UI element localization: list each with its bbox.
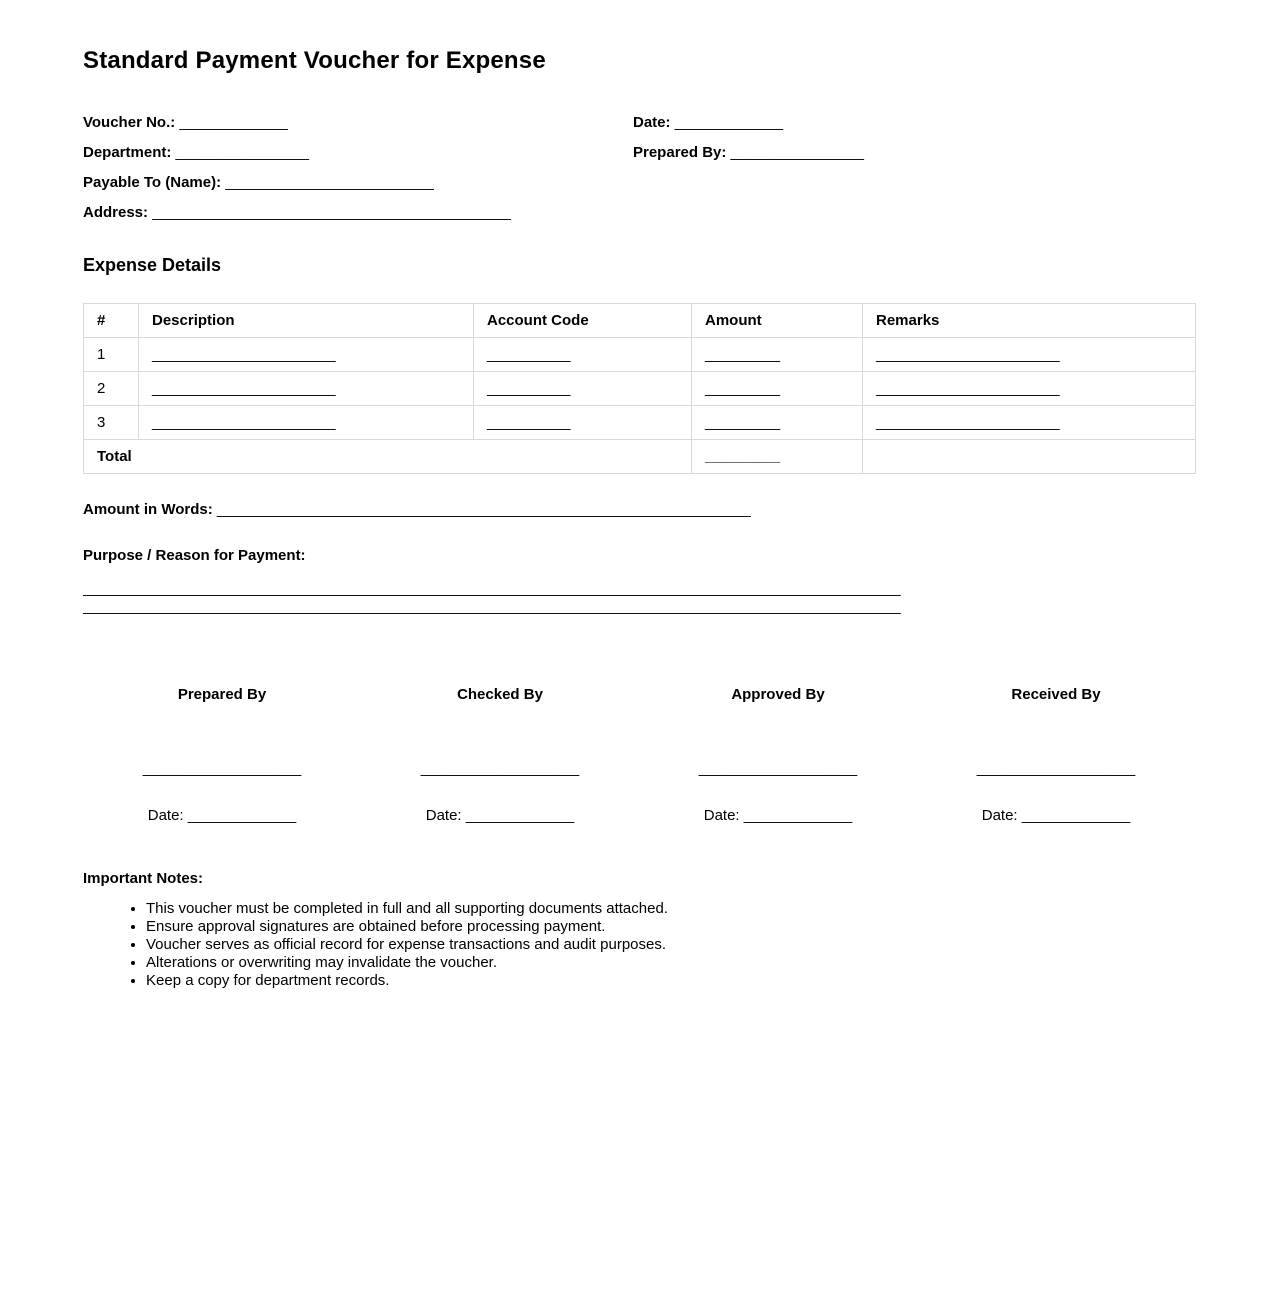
table-header-row	[84, 304, 1196, 338]
note-item: • Keep a copy for department records.	[146, 972, 1195, 990]
col-remarks: Remarks	[863, 304, 1196, 338]
amount-blank: _________	[692, 406, 863, 440]
amount-blank: _________	[692, 338, 863, 372]
signature-date-label: Date:	[981, 807, 1018, 824]
expense-table	[83, 303, 1196, 474]
signature-line: ___________________	[420, 760, 580, 777]
remarks-blank: ______________________	[863, 372, 1196, 406]
signature-line: ___________________	[698, 760, 858, 777]
notes-list	[83, 900, 1195, 990]
purpose-line-1: __________________________________________________________________________________________________	[83, 580, 901, 597]
signature-block-approved-by	[639, 686, 917, 825]
payable-to-label: Payable To (Name):	[83, 174, 222, 191]
signature-role-label: Approved By	[731, 686, 825, 703]
amount-in-words	[83, 500, 1195, 520]
col-description: Description	[139, 304, 474, 338]
field-date	[633, 108, 1195, 138]
expense-details-heading: Expense Details	[83, 255, 222, 275]
department-label: Department:	[83, 144, 172, 161]
signature-date-blank: _____________	[743, 807, 853, 824]
remarks-blank: ______________________	[863, 338, 1196, 372]
total-amount-blank: _________	[692, 440, 863, 474]
col-number: #	[84, 304, 139, 338]
page-title: Standard Payment Voucher for Expense	[83, 47, 546, 74]
table-row	[84, 372, 1196, 406]
signature-date	[83, 807, 361, 825]
prepared-by-label: Prepared By:	[633, 144, 727, 161]
account-code-blank: __________	[474, 406, 692, 440]
col-amount: Amount	[692, 304, 863, 338]
signature-date-label: Date:	[703, 807, 740, 824]
important-notes	[83, 870, 1195, 990]
address-blank: ___________________________________________	[152, 204, 511, 221]
description-blank: ______________________	[139, 372, 474, 406]
date-blank: _____________	[674, 114, 784, 131]
signature-block-received-by	[917, 686, 1195, 825]
field-address	[83, 198, 633, 228]
signature-block-checked-by	[361, 686, 639, 825]
field-prepared-by	[633, 138, 1195, 168]
purpose-label: Purpose / Reason for Payment:	[83, 547, 306, 564]
account-code-blank: __________	[474, 372, 692, 406]
note-item: • Alterations or overwriting may invalidate the voucher.	[146, 954, 1195, 972]
signature-line: ___________________	[142, 760, 302, 777]
header-fields	[83, 108, 1195, 228]
description-blank: ______________________	[139, 406, 474, 440]
signature-date-label: Date:	[147, 807, 184, 824]
account-code-blank: __________	[474, 338, 692, 372]
note-item: • This voucher must be completed in full and all supporting documents attached.	[146, 900, 1195, 918]
signature-date	[917, 807, 1195, 825]
amount-in-words-blank: ________________________________________________________________	[216, 501, 751, 518]
purpose-lines	[83, 580, 1195, 616]
note-item: • Ensure approval signatures are obtained before processing payment.	[146, 918, 1195, 936]
row-number: 2	[84, 372, 139, 406]
date-label: Date:	[633, 114, 671, 131]
notes-heading: Important Notes:	[83, 870, 203, 887]
signature-date	[639, 807, 917, 825]
field-voucher-no	[83, 108, 633, 138]
total-label: Total	[84, 440, 692, 474]
signature-role-label: Received By	[1011, 686, 1101, 703]
purpose-line-2: __________________________________________________________________________________________________	[83, 598, 901, 615]
signature-date-blank: _____________	[1021, 807, 1131, 824]
total-row	[84, 440, 1196, 474]
signature-role-label: Checked By	[457, 686, 543, 703]
signature-date-blank: _____________	[187, 807, 297, 824]
table-row	[84, 338, 1196, 372]
remarks-blank: ______________________	[863, 406, 1196, 440]
signature-date-blank: _____________	[465, 807, 575, 824]
field-department	[83, 138, 633, 168]
field-payable-to	[83, 168, 633, 198]
row-number: 3	[84, 406, 139, 440]
voucher-no-blank: _____________	[179, 114, 288, 131]
signature-block-prepared-by	[83, 686, 361, 825]
table-row	[84, 406, 1196, 440]
signature-role-label: Prepared By	[177, 686, 267, 703]
address-label: Address:	[83, 204, 149, 221]
payable-to-blank: _________________________	[225, 174, 434, 191]
voucher-no-label: Voucher No.:	[83, 114, 176, 131]
signature-line: ___________________	[976, 760, 1136, 777]
col-account-code: Account Code	[474, 304, 692, 338]
amount-in-words-label: Amount in Words:	[83, 501, 213, 518]
signature-date	[361, 807, 639, 825]
note-item: • Voucher serves as official record for expense transactions and audit purposes.	[146, 936, 1195, 954]
amount-blank: _________	[692, 372, 863, 406]
description-blank: ______________________	[139, 338, 474, 372]
prepared-by-blank: ________________	[730, 144, 865, 161]
total-remarks-cell	[863, 440, 1196, 474]
department-blank: ________________	[175, 144, 310, 161]
signature-section	[83, 686, 1195, 825]
row-number: 1	[84, 338, 139, 372]
signature-date-label: Date:	[425, 807, 462, 824]
